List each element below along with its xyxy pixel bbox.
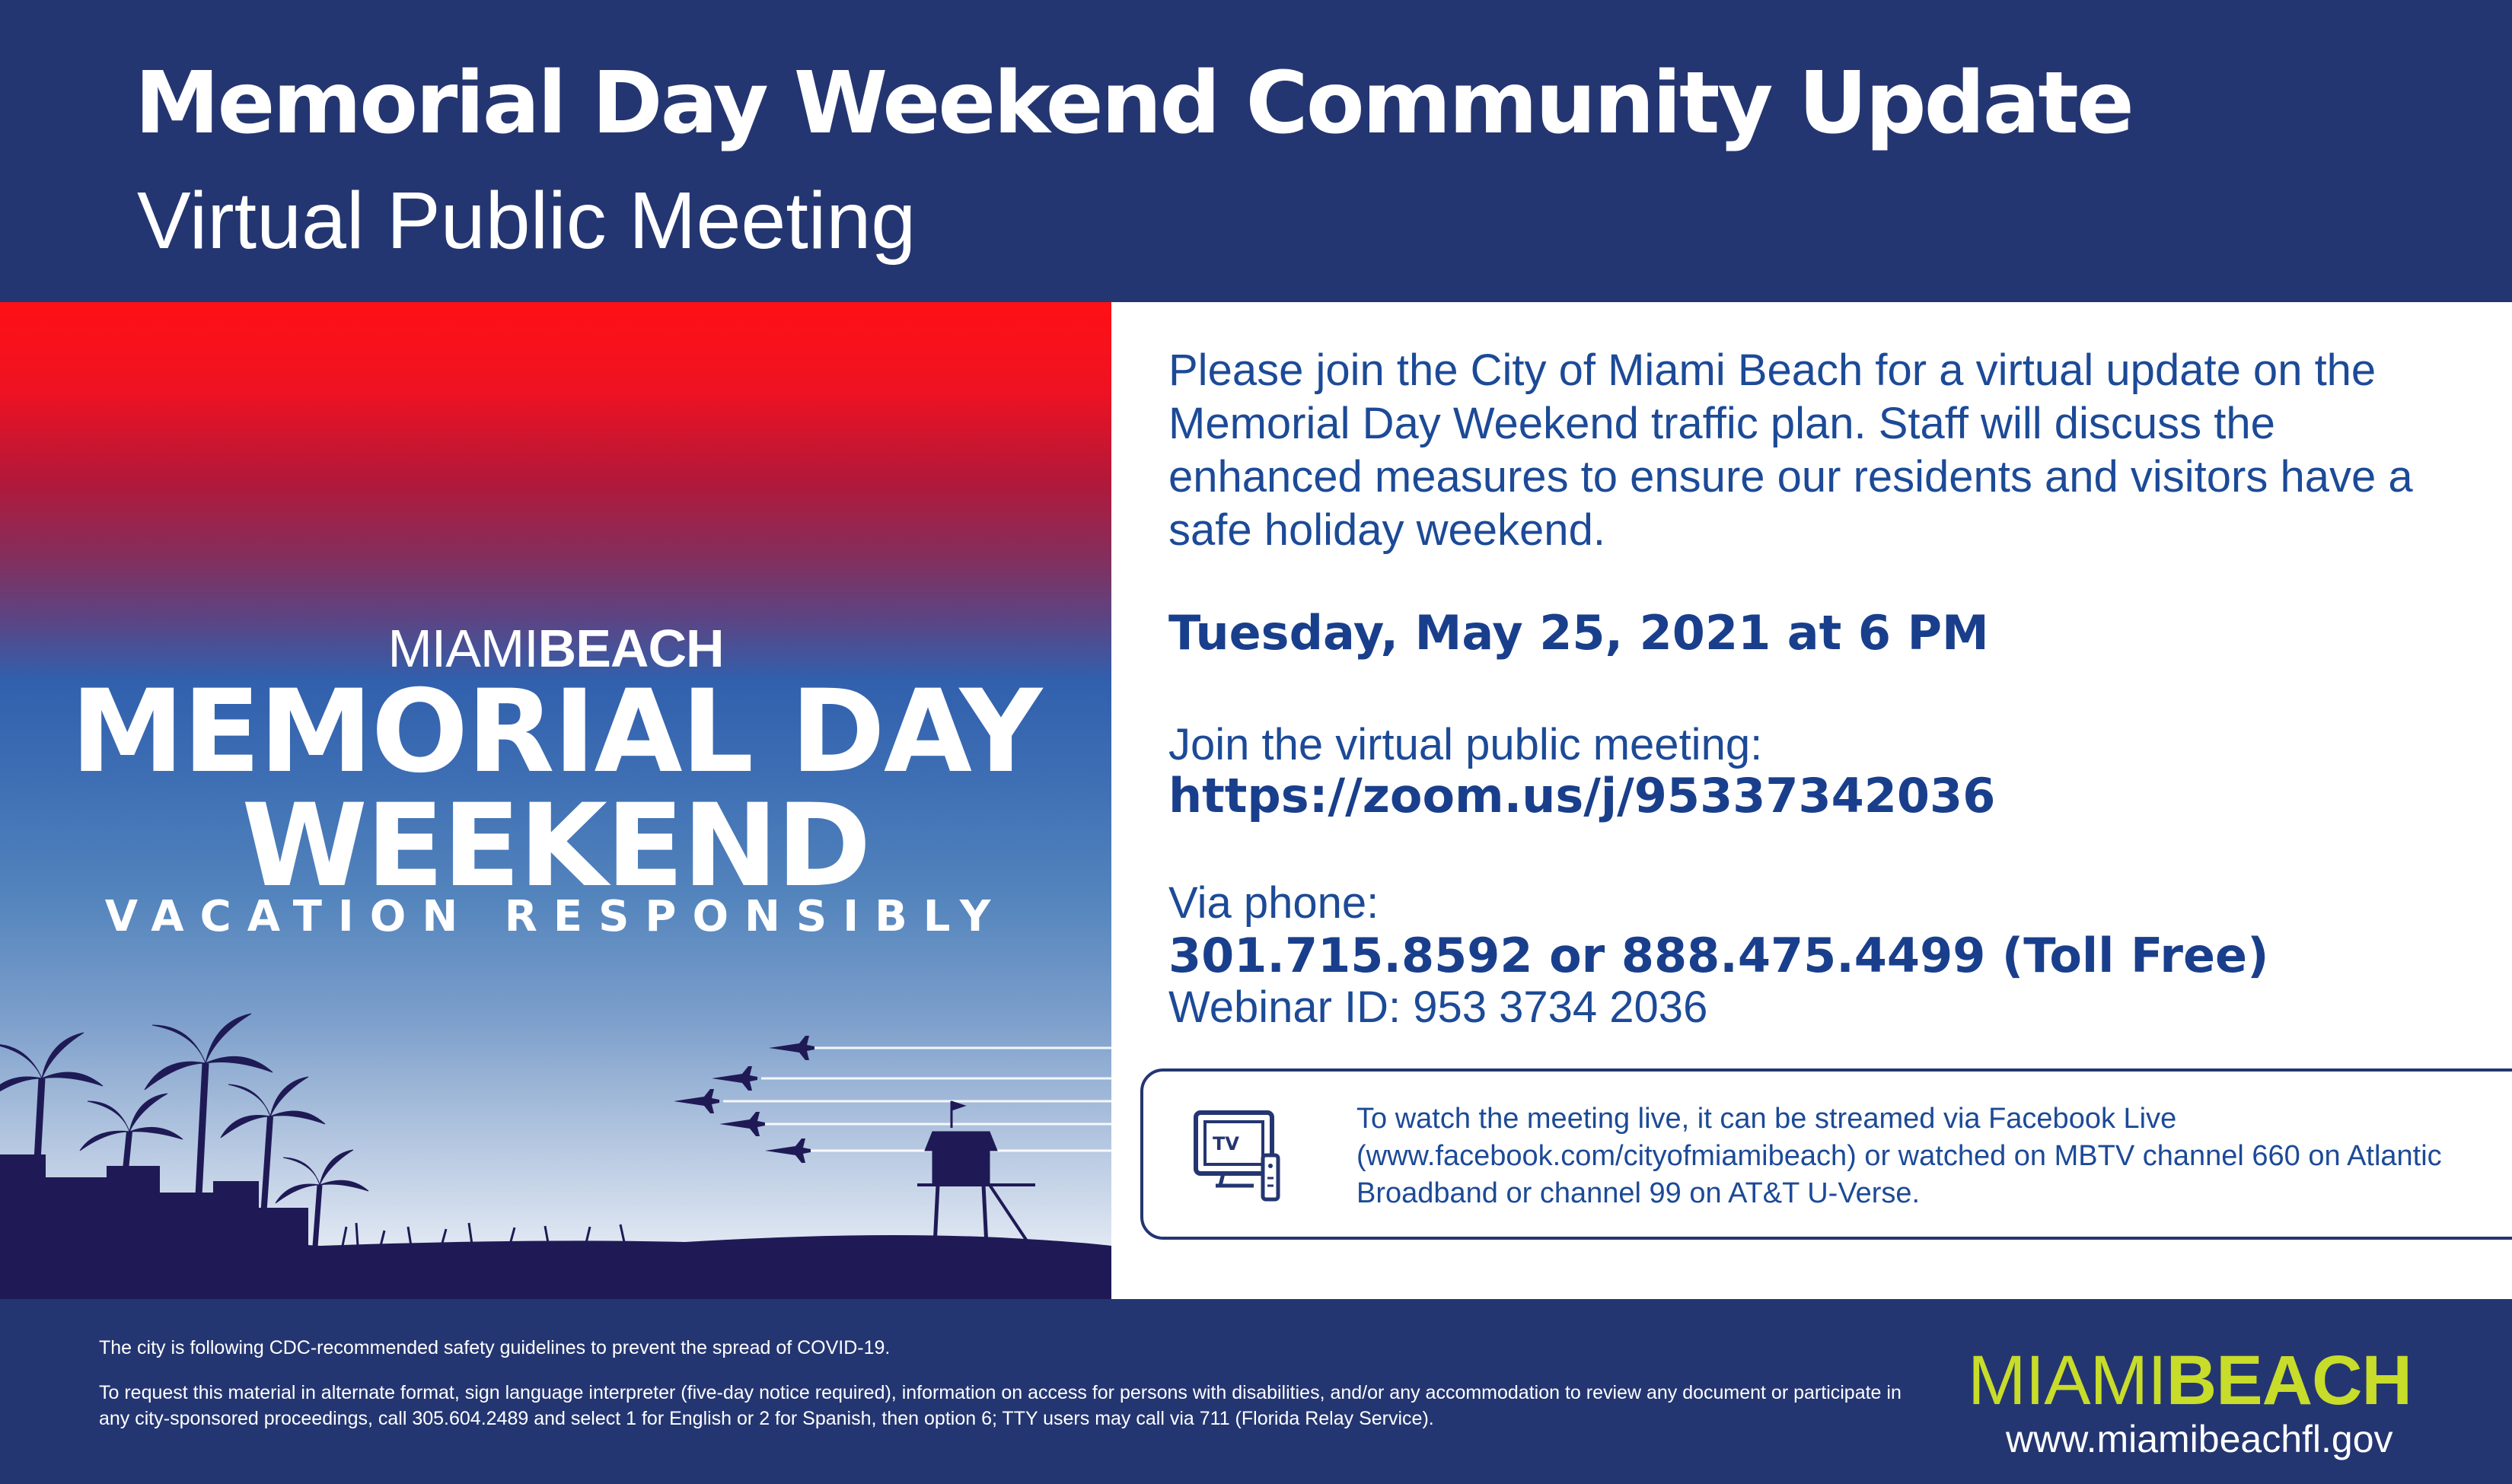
poster-title bbox=[0, 666, 1111, 912]
footer-logo-miami: MIAMI bbox=[1968, 1342, 2166, 1419]
website-link[interactable]: www.miamibeachfl.gov bbox=[2006, 1418, 2393, 1460]
poster-image bbox=[0, 302, 1111, 1299]
poster-logo-miami: MIAMI bbox=[387, 619, 538, 678]
stream-description: To watch the meeting live, it can be streamed via Facebook Live (www.facebook.com/cityofmiamibeach) or watched on MBTV channel 660 on Atlantic Broadband or channel 99 on AT&T U-Verse. bbox=[1356, 1103, 2442, 1209]
beach-ground bbox=[0, 1235, 1111, 1299]
meeting-info bbox=[1111, 302, 2512, 1299]
poster-tagline: VACATION RESPONSIBLY bbox=[104, 892, 1007, 941]
stream-info-box bbox=[1140, 1068, 2512, 1240]
header-banner bbox=[0, 0, 2512, 302]
page-title: Memorial Day Weekend Community Update bbox=[135, 54, 2132, 153]
meeting-date: Tuesday, May 25, 2021 at 6 PM bbox=[1168, 605, 1989, 661]
footer-logo bbox=[1968, 1341, 2412, 1421]
tv-icon bbox=[1193, 1110, 1284, 1205]
accessibility-note: To request this material in alternate format, sign language interpreter (five-day notice required), information on access for persons with disabilities, and/or any accommodation to review any document or participate in any city-sponsored proceedings, call 305.604.2489 and select 1 for English or 2 for Spanish, then option 6; TTY users may call via 711 (Florida Relay Service). bbox=[99, 1382, 1902, 1429]
poster-title-line2: WEEKEND bbox=[241, 780, 870, 912]
webinar-id: Webinar ID: 953 3734 2036 bbox=[1168, 982, 1708, 1032]
page-subtitle: Virtual Public Meeting bbox=[137, 176, 916, 266]
beach-skyline-illustration bbox=[0, 995, 1111, 1299]
jet-contrails bbox=[723, 1048, 1111, 1151]
tv-icon-label: TV bbox=[1213, 1133, 1239, 1154]
jets-icon bbox=[674, 1036, 814, 1163]
phone-numbers: 301.715.8592 or 888.475.4499 (Toll Free) bbox=[1168, 928, 2269, 983]
poster-title-line1: MEMORIAL DAY bbox=[70, 666, 1041, 798]
join-label: Join the virtual public meeting: bbox=[1168, 720, 1763, 769]
footer-logo-beach: BEACH bbox=[2166, 1342, 2412, 1419]
phone-label: Via phone: bbox=[1168, 878, 1379, 928]
zoom-link[interactable]: https://zoom.us/j/95337342036 bbox=[1168, 768, 1996, 823]
cdc-note: The city is following CDC-recommended safety guidelines to prevent the spread of COVID-19. bbox=[99, 1337, 891, 1358]
poster-logo-beach: BEACH bbox=[537, 619, 724, 678]
meeting-description: Please join the City of Miami Beach for a virtual update on the Memorial Day Weekend traffic plan. Staff will discuss the enhanced measures to ensure our residents and visitors have a safe holiday weekend. bbox=[1168, 346, 2413, 555]
footer bbox=[0, 1299, 2512, 1484]
